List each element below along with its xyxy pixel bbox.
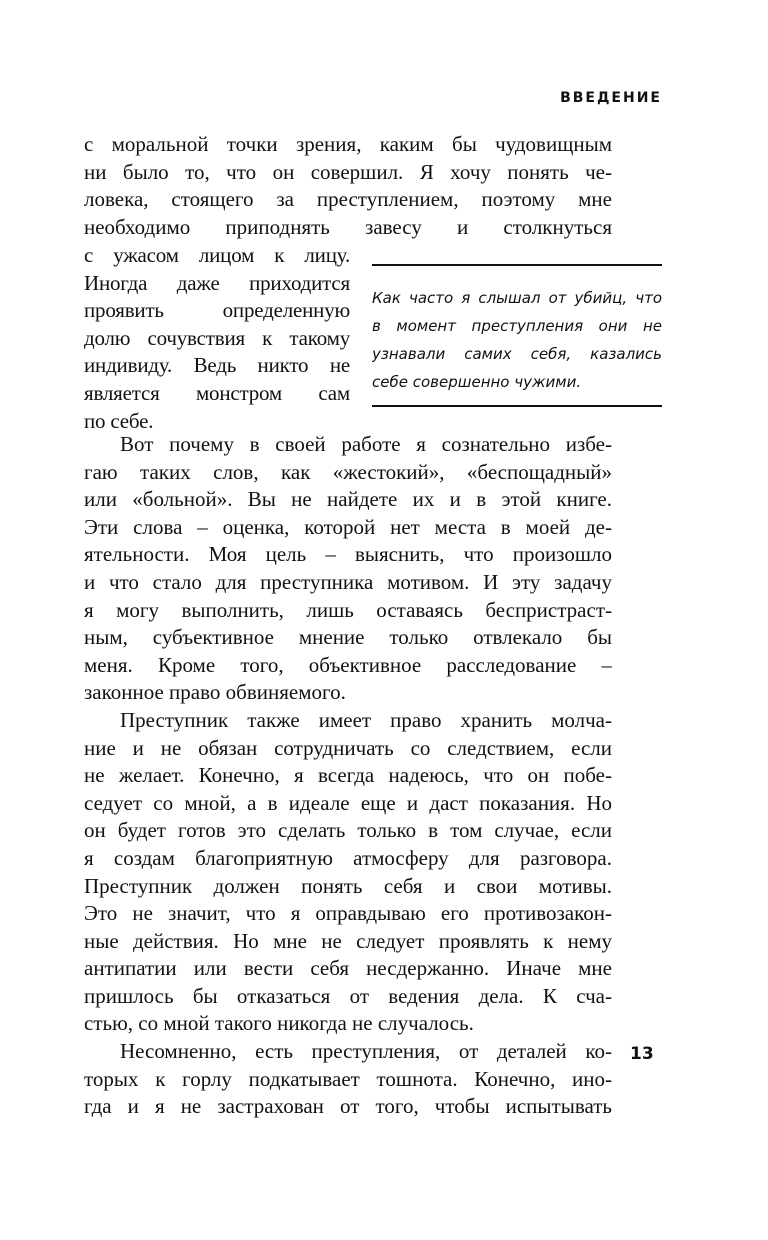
page-number: 13: [630, 1044, 654, 1064]
text-line: пришлось бы отказаться от ведения дела. К сча-: [84, 983, 612, 1008]
text-block-main: [84, 431, 612, 1121]
text-line: гаю таких слов, как «жестокий», «беспощадный»: [84, 459, 612, 484]
text-line: не желает. Конечно, я всегда надеюсь, что он побе-: [84, 763, 612, 788]
text-line: по себе.: [84, 408, 154, 433]
text-line: Несомненно, есть преступления, от деталей ко-: [120, 1039, 612, 1064]
text-line: с моральной точки зрения, каким бы чудовищным: [84, 132, 612, 156]
text-line: ние и не обязан сотрудничать со следствием, если: [84, 735, 612, 760]
text-line: Иногда даже приходится: [84, 270, 350, 295]
text-line: или «больной». Вы не найдете их и в этой книге.: [84, 487, 612, 512]
text-line: стью, со мной такого никогда не случалось.: [84, 1011, 474, 1036]
text-line: законное право обвиняемого.: [84, 680, 346, 705]
text-line: седует со мной, а в идеале еще и даст показания. Но: [84, 790, 612, 815]
text-line: в момент преступления они не: [372, 317, 662, 335]
text-line: ным, субъективное мнение только отвлекало бы: [84, 625, 612, 650]
pull-quote: [372, 264, 662, 407]
text-line: ятельности. Моя цель – выяснить, что произошло: [84, 542, 612, 567]
text-line: Преступник также имеет право хранить молча-: [120, 707, 612, 732]
text-line: проявить определенную: [84, 298, 350, 323]
text-line: Эти слова – оценка, которой нет места в моей де-: [84, 514, 612, 539]
text-line: антипатии или вести себя несдержанно. Иначе мне: [84, 956, 612, 981]
text-line: и что стало для преступника мотивом. И эту задачу: [84, 569, 612, 594]
text-line: ловека, стоящего за преступлением, поэтому мне: [84, 187, 612, 212]
text-line: узнавали самих себя, казались: [372, 345, 662, 363]
text-line: Это не значит, что я оправдываю его противозакон-: [84, 901, 612, 926]
text-line: Как часто я слышал от убийц, что: [372, 289, 662, 307]
text-line: он будет готов это сделать только в том случае, если: [84, 818, 612, 843]
text-line: индивиду. Ведь никто не: [84, 353, 350, 378]
text-line: с ужасом лицом к лицу.: [84, 243, 350, 267]
text-line: ные действия. Но мне не следует проявлять к нему: [84, 928, 612, 953]
text-line: Преступник должен понять себя и свои мотивы.: [84, 873, 612, 898]
text-line: является монстром сам: [84, 380, 350, 405]
text-line: меня. Кроме того, объективное расследование –: [84, 652, 612, 677]
text-line: я могу выполнить, лишь оставаясь беспристраст-: [84, 597, 612, 622]
text-block-top: [84, 131, 612, 241]
text-line: долю сочувствия к такому: [84, 325, 350, 350]
text-line: торых к горлу подкатывает тошнота. Конечно, ино-: [84, 1066, 612, 1091]
text-line: ни было то, что он совершил. Я хочу понять че-: [84, 159, 612, 184]
text-line: себе совершенно чужими.: [372, 373, 582, 391]
running-head: ВВЕДЕНИЕ: [560, 90, 662, 106]
text-line: Вот почему в своей работе я сознательно избе-: [120, 432, 612, 456]
text-block-narrow: [84, 242, 350, 435]
text-line: необходимо приподнять завесу и столкнуться: [84, 214, 612, 239]
text-line: я создам благоприятную атмосферу для разговора.: [84, 845, 612, 870]
text-line: гда и я не застрахован от того, чтобы испытывать: [84, 1094, 612, 1119]
